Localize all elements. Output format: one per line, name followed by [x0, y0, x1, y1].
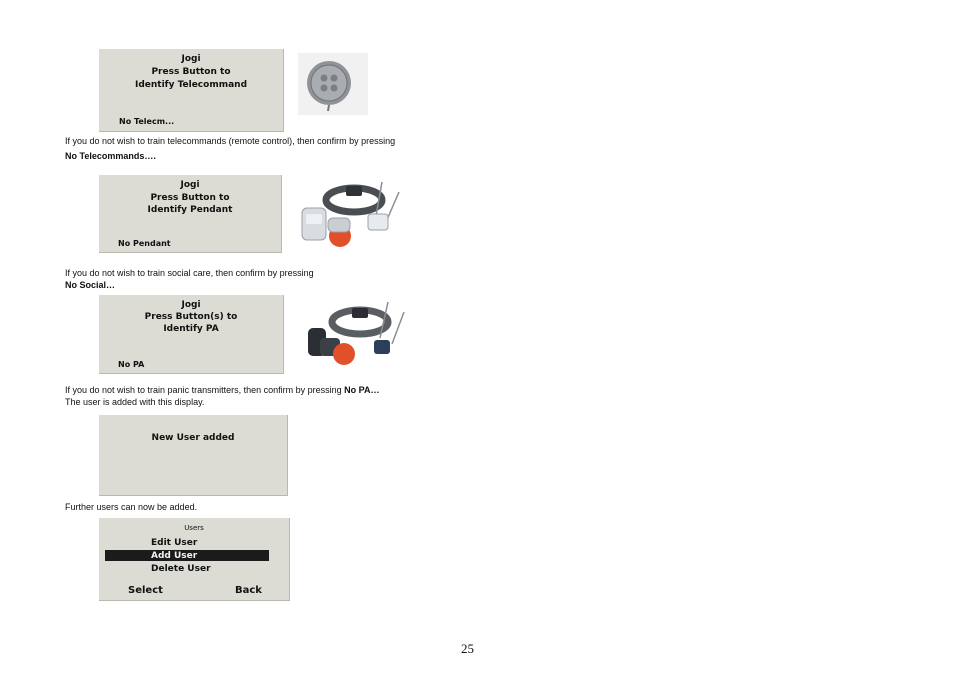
menu-title: Users	[184, 524, 204, 532]
lcd-screen-pendant	[99, 175, 282, 253]
lcd-line-2: Press Button to	[150, 193, 230, 203]
lcd-title: Jogi	[180, 180, 200, 190]
lcd-title: Jogi	[181, 300, 201, 310]
page-number: 25	[461, 641, 474, 656]
paragraph-panic-text: If you do not wish to train panic transmitters, then confirm by pressing	[65, 385, 345, 395]
paragraph-user-added: The user is added with this display.	[65, 397, 205, 407]
panic-transmitter-devices-icon	[300, 298, 408, 370]
paragraph-telecommands: If you do not wish to train telecommands (remote control), then confirm by pressing	[65, 136, 396, 146]
paragraph-panic	[65, 385, 379, 395]
lcd-screen-pa	[99, 295, 284, 374]
softkey-back[interactable]: Back	[235, 585, 262, 596]
lcd-screen-users-menu	[99, 518, 290, 601]
lcd-line-3: Identify Pendant	[147, 205, 233, 215]
paragraph-telecommands-option: No Telecommands….	[65, 151, 156, 161]
pendant-devices-icon	[296, 178, 406, 250]
menu-item-add-user[interactable]: Add User	[151, 551, 198, 561]
lcd-line-2: Press Button to	[151, 67, 231, 77]
paragraph-social: If you do not wish to train social care, then confirm by pressing	[65, 268, 314, 278]
lcd-title: Jogi	[181, 54, 201, 64]
lcd-message: New User added	[151, 433, 235, 443]
lcd-softkey-no-telecm[interactable]: No Telecm...	[119, 117, 175, 126]
paragraph-panic-option: No PA…	[344, 385, 380, 395]
menu-item-delete-user[interactable]: Delete User	[151, 564, 211, 574]
lcd-line-3: Identify Telecommand	[134, 80, 248, 90]
telecommand-device-icon	[298, 53, 368, 115]
lcd-screen-telecommand	[99, 49, 284, 132]
paragraph-social-option: No Social…	[65, 280, 116, 290]
lcd-line-3: Identify PA	[163, 324, 219, 334]
lcd-softkey-no-pendant[interactable]: No Pendant	[118, 239, 171, 248]
lcd-screen-new-user	[99, 415, 288, 496]
softkey-select[interactable]: Select	[128, 585, 163, 596]
lcd-line-2: Press Button(s) to	[144, 312, 238, 322]
paragraph-further-users: Further users can now be added.	[65, 502, 198, 512]
menu-item-edit-user[interactable]: Edit User	[151, 538, 198, 548]
lcd-softkey-no-pa[interactable]: No PA	[118, 360, 145, 369]
